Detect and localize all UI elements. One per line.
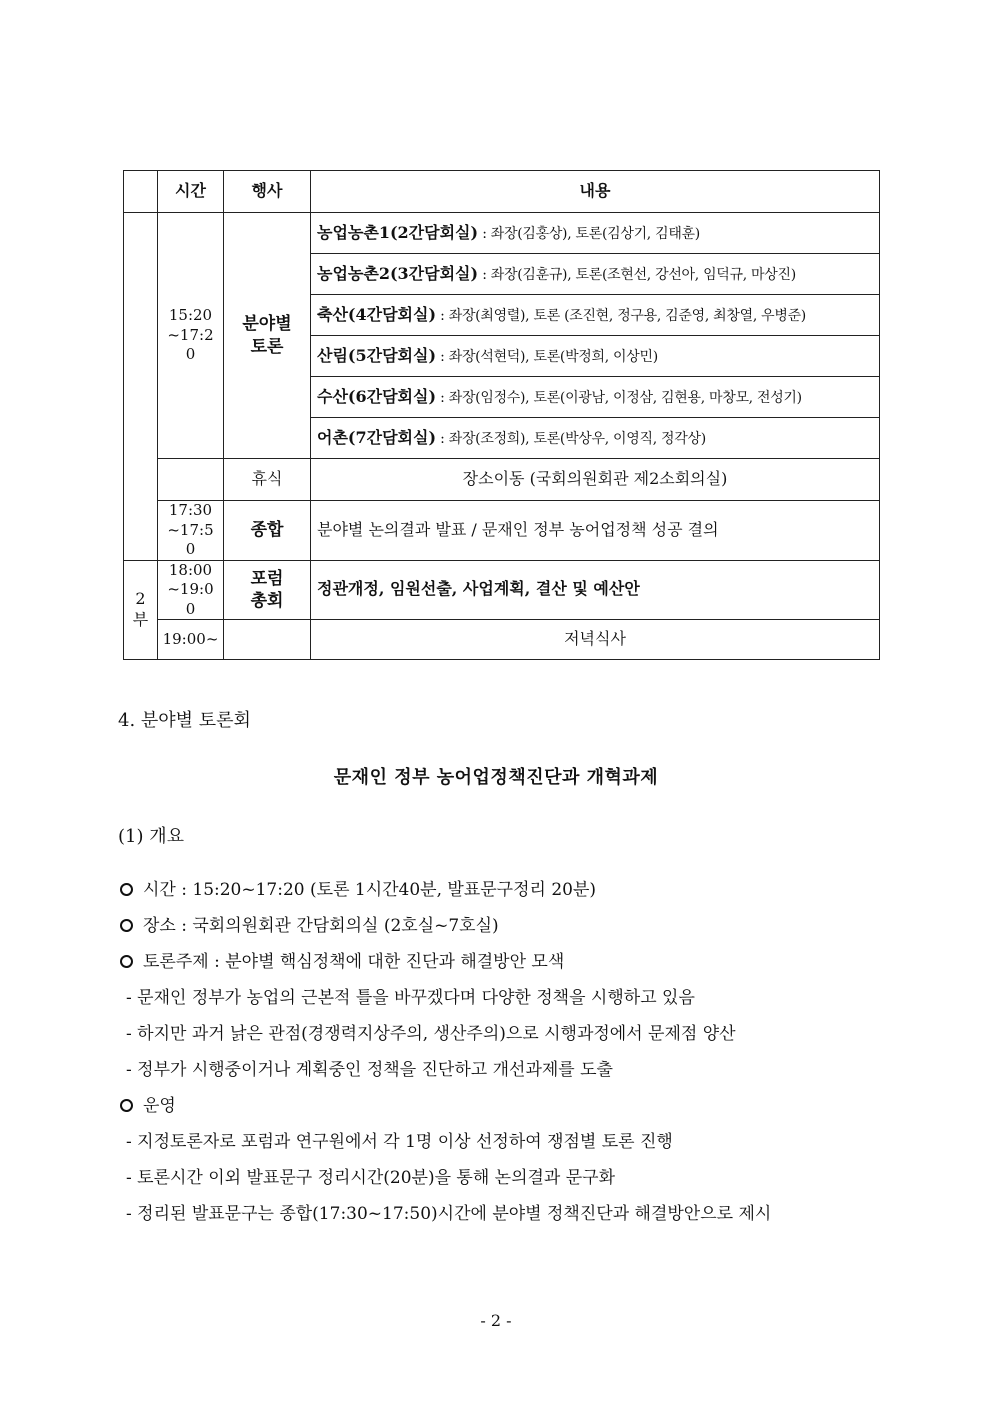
summary-event: 종합 (224, 501, 311, 561)
list-item-text: 시간 : 15:20~17:20 (토론 1시간40분, 발표문구정리 20분) (143, 880, 597, 900)
circle-bullet-icon (120, 919, 133, 932)
forum-event-text: 분야별 토론 (242, 314, 292, 357)
part2-label-text: 2부 (132, 588, 149, 629)
section-heading: 4. 분야별 토론회 (118, 710, 251, 731)
assembly-time (158, 560, 224, 620)
forum-event (224, 213, 311, 459)
list-item (118, 876, 878, 912)
topic-detail: : 좌장(김훈규), 토론(조현선, 강선아, 임덕규, 마상진) (478, 266, 796, 283)
table-row (124, 501, 880, 561)
assembly-content: 정관개정, 임원선출, 사업계획, 결산 및 예산안 (311, 560, 880, 620)
forum-time (158, 213, 224, 459)
assembly-time-text: 18:00~19:00 (167, 560, 214, 618)
list-item: - 토론시간 이외 발표문구 정리시간(20분)을 통해 논의결과 문구화 (126, 1168, 616, 1188)
page-number: - 2 - (480, 1311, 512, 1330)
table-row (124, 213, 880, 254)
topic-detail: : 좌장(김홍상), 토론(김상기, 김태훈) (478, 225, 700, 242)
table-row (124, 560, 880, 620)
forum-row-4 (311, 336, 880, 377)
summary-content: 분야별 논의결과 발표 / 문재인 정부 농어업정책 성공 결의 (311, 501, 880, 561)
topic-detail: : 좌장(조정희), 토론(박상우, 이영직, 정각상) (436, 430, 706, 447)
header-row (124, 171, 880, 213)
list-item-text: 운영 (143, 1096, 176, 1116)
summary-time-text: 17:30~17:50 (167, 501, 214, 558)
break-event: 휴식 (224, 459, 311, 501)
list-item: - 정부가 시행중이거나 계획중인 정책을 진단하고 개선과제를 도출 (126, 1060, 613, 1080)
subsection-heading: (1) 개요 (118, 826, 184, 847)
topic-detail: : 좌장(임정수), 토론(이광남, 이정삼, 김현용, 마창모, 전성기) (436, 389, 802, 406)
circle-bullet-icon (120, 1099, 133, 1112)
topic-label: 어촌(7간담회실) (317, 427, 437, 447)
forum-row-3 (311, 295, 880, 336)
assembly-event-text: 포럼 총회 (250, 568, 284, 611)
header-time: 시간 (158, 171, 224, 213)
break-content: 장소이동 (국회의원회관 제2소회의실) (311, 459, 880, 501)
forum-row-5 (311, 377, 880, 418)
list-item (118, 1092, 878, 1128)
table-row (124, 459, 880, 501)
forum-row-2 (311, 254, 880, 295)
break-time (158, 459, 224, 501)
assembly-event (224, 560, 311, 620)
header-part (124, 171, 158, 213)
list-item (118, 912, 878, 948)
table-row (124, 620, 880, 660)
topic-label: 수산(6간담회실) (317, 386, 437, 406)
section-title: 문재인 정부 농어업정책진단과 개혁과제 (333, 767, 659, 788)
topic-detail: : 좌장(석현덕), 토론(박정희, 이상민) (436, 348, 658, 365)
topic-label: 축산(4간담회실) (317, 304, 437, 324)
list-item: - 문재인 정부가 농업의 근본적 틀을 바꾸겠다며 다양한 정책을 시행하고 있음 (126, 988, 695, 1008)
topic-label: 산림(5간담회실) (317, 345, 437, 365)
list-item: - 지정토론자로 포럼과 연구원에서 각 1명 이상 선정하여 쟁점별 토론 진행 (126, 1132, 673, 1152)
list-item-text: 토론주제 : 분야별 핵심정책에 대한 진단과 해결방안 모색 (143, 952, 565, 972)
list-item: - 정리된 발표문구는 종합(17:30~17:50)시간에 분야별 정책진단과 해결방안으로 제시 (126, 1204, 772, 1224)
part1-cell (124, 213, 158, 561)
circle-bullet-icon (120, 955, 133, 968)
header-event: 행사 (224, 171, 311, 213)
schedule-table (123, 170, 880, 660)
dinner-event (224, 620, 311, 660)
topic-label: 농업농촌2(3간담회실) (317, 263, 479, 283)
dinner-content: 저녁식사 (311, 620, 880, 660)
list-item (118, 948, 878, 984)
summary-time (158, 501, 224, 561)
dinner-time: 19:00~ (158, 620, 224, 660)
overview-list (118, 876, 878, 1236)
forum-time-text: 15:20~17:20 (167, 306, 214, 364)
forum-row-1 (311, 213, 880, 254)
list-item-text: 장소 : 국회의원회관 간담회의실 (2호실~7호실) (143, 916, 499, 936)
list-item: - 하지만 과거 낡은 관점(경쟁력지상주의, 생산주의)으로 시행과정에서 문제점 양산 (126, 1024, 736, 1044)
header-content: 내용 (311, 171, 880, 213)
part2-label (124, 560, 158, 660)
forum-row-6 (311, 418, 880, 459)
topic-label: 농업농촌1(2간담회실) (317, 222, 479, 242)
circle-bullet-icon (120, 883, 133, 896)
topic-detail: : 좌장(최영렬), 토론 (조진현, 정구용, 김준영, 최창열, 우병준) (436, 307, 806, 324)
